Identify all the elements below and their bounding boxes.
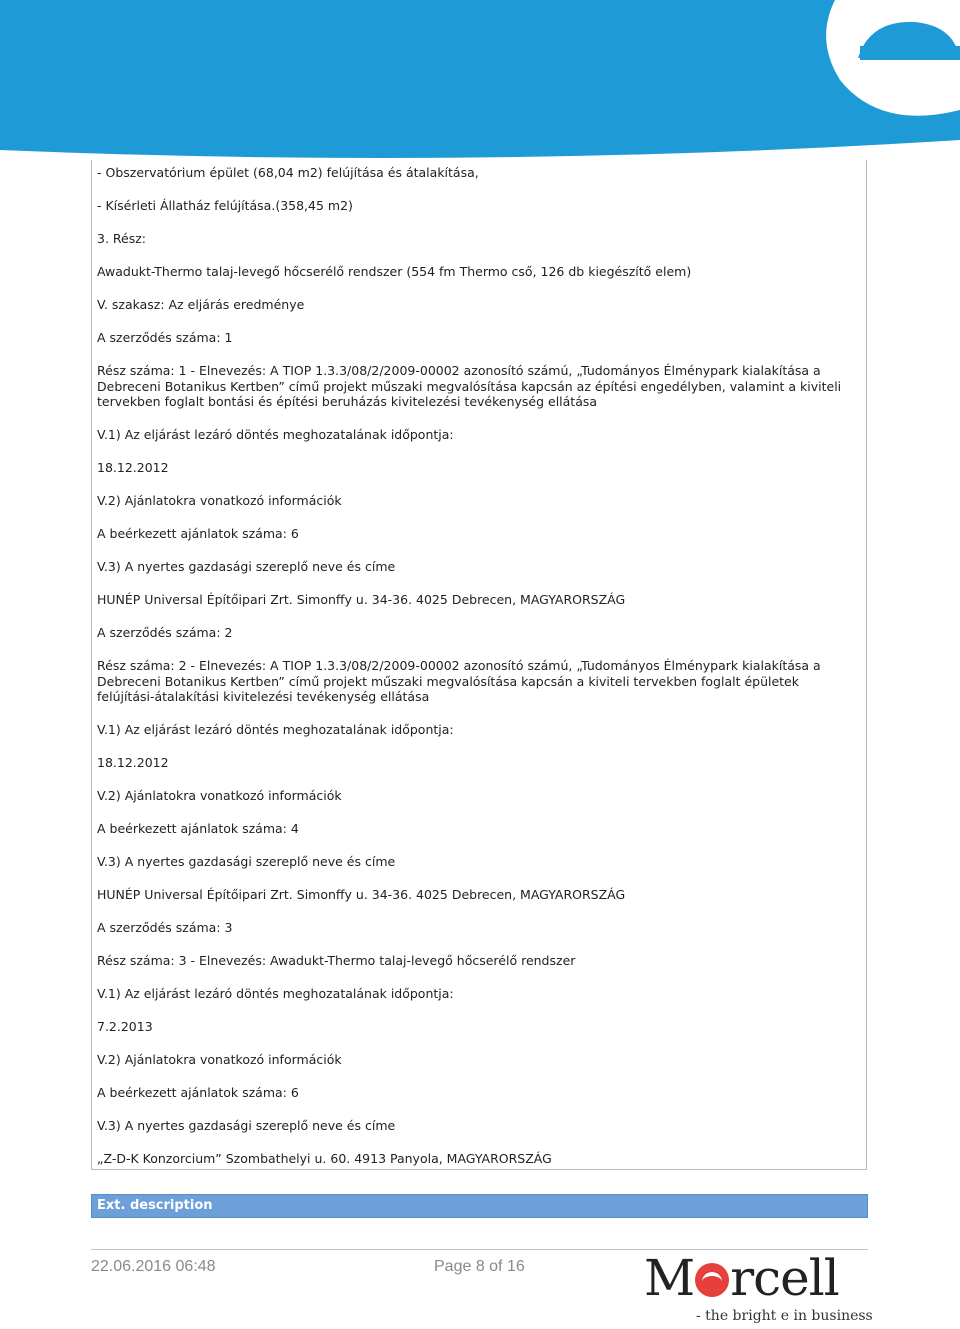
winner-address: HUNÉP Universal Építőipari Zrt. Simonffy u. 34-36. 4025 Debrecen, MAGYARORSZÁG: [97, 887, 626, 902]
contract-number: A szerződés száma: 3: [97, 920, 233, 935]
logo-wordmark: [644, 1248, 839, 1308]
decision-date: 7.2.2013: [97, 1019, 153, 1034]
text-line: V.2) Ajánlatokra vonatkozó információk: [97, 1052, 342, 1067]
text-line: V.1) Az eljárást lezáró döntés meghozatalának időpontja:: [97, 427, 454, 442]
lot-description: Rész száma: 3 - Elnevezés: Awadukt-Thermo talaj-levegő hőcserélő rendszer: [97, 953, 576, 968]
header-wave-graphic: [0, 0, 960, 162]
decision-date: 18.12.2012: [97, 755, 169, 770]
footer-page-number: Page 8 of 16: [434, 1258, 525, 1275]
lot-description: Rész száma: 1 - Elnevezés: A TIOP 1.3.3/08/2/2009-00002 azonosító számú, „Tudományos Élménypark kialakítása a Debreceni Botanikus Kertben” című projekt műszaki megvalósítása kapcsán az építési engedélyben, valamint a kiviteli tervekben foglalt bontási és építési beruházás kivitelezési tevékenység ellátása: [97, 363, 842, 409]
text-line: V.1) Az eljárást lezáró döntés meghozatalának időpontja:: [97, 722, 454, 737]
marcell-logo: [644, 1249, 873, 1329]
text-line: V.2) Ajánlatokra vonatkozó információk: [97, 493, 342, 508]
text-line: - Obszervatórium épület (68,04 m2) felújítása és átalakítása,: [97, 165, 479, 180]
offers-count: A beérkezett ajánlatok száma: 4: [97, 821, 299, 836]
logo-text-after: rcell: [730, 1249, 839, 1307]
section-heading: V. szakasz: Az eljárás eredménye: [97, 297, 305, 312]
winner-address: HUNÉP Universal Építőipari Zrt. Simonffy u. 34-36. 4025 Debrecen, MAGYARORSZÁG: [97, 592, 626, 607]
winner-address: „Z-D-K Konzorcium” Szombathelyi u. 60. 4913 Panyola, MAGYARORSZÁG: [97, 1151, 552, 1166]
logo-text-before: M: [644, 1249, 695, 1307]
text-line: V.3) A nyertes gazdasági szereplő neve és címe: [97, 559, 396, 574]
offers-count: A beérkezett ajánlatok száma: 6: [97, 526, 299, 541]
offers-count: A beérkezett ajánlatok száma: 6: [97, 1085, 299, 1100]
text-line: V.3) A nyertes gazdasági szereplő neve és címe: [97, 854, 396, 869]
logo-tagline: - the bright e in business: [696, 1308, 873, 1324]
text-line: 3. Rész:: [97, 231, 146, 246]
text-line: V.3) A nyertes gazdasági szereplő neve és címe: [97, 1118, 396, 1133]
ext-description-bar[interactable]: Ext. description: [91, 1194, 868, 1218]
text-line: V.1) Az eljárást lezáró döntés meghozatalának időpontja:: [97, 986, 454, 1001]
lot-description: Rész száma: 2 - Elnevezés: A TIOP 1.3.3/08/2/2009-00002 azonosító számú, „Tudományos Élménypark kialakítása a Debreceni Botanikus Kertben” című projekt műszaki megvalósítása kapcsán a kiviteli tervekben foglalt épületek felújítási-átalakítási kivitelezési tevékenység ellátása: [97, 658, 821, 704]
contract-number: A szerződés száma: 2: [97, 625, 233, 640]
text-line: Awadukt-Thermo talaj-levegő hőcserélő rendszer (554 fm Thermo cső, 126 db kiegészítő elem): [97, 264, 692, 279]
text-line: V.2) Ajánlatokra vonatkozó információk: [97, 788, 342, 803]
page-header-banner: [0, 0, 960, 162]
decision-date: 18.12.2012: [97, 460, 169, 475]
footer-date: 22.06.2016 06:48: [91, 1258, 216, 1275]
logo-e-icon: [695, 1263, 729, 1297]
text-line: - Kísérleti Állatház felújítása.(358,45 m2): [97, 198, 353, 213]
contract-number: A szerződés száma: 1: [97, 330, 233, 345]
